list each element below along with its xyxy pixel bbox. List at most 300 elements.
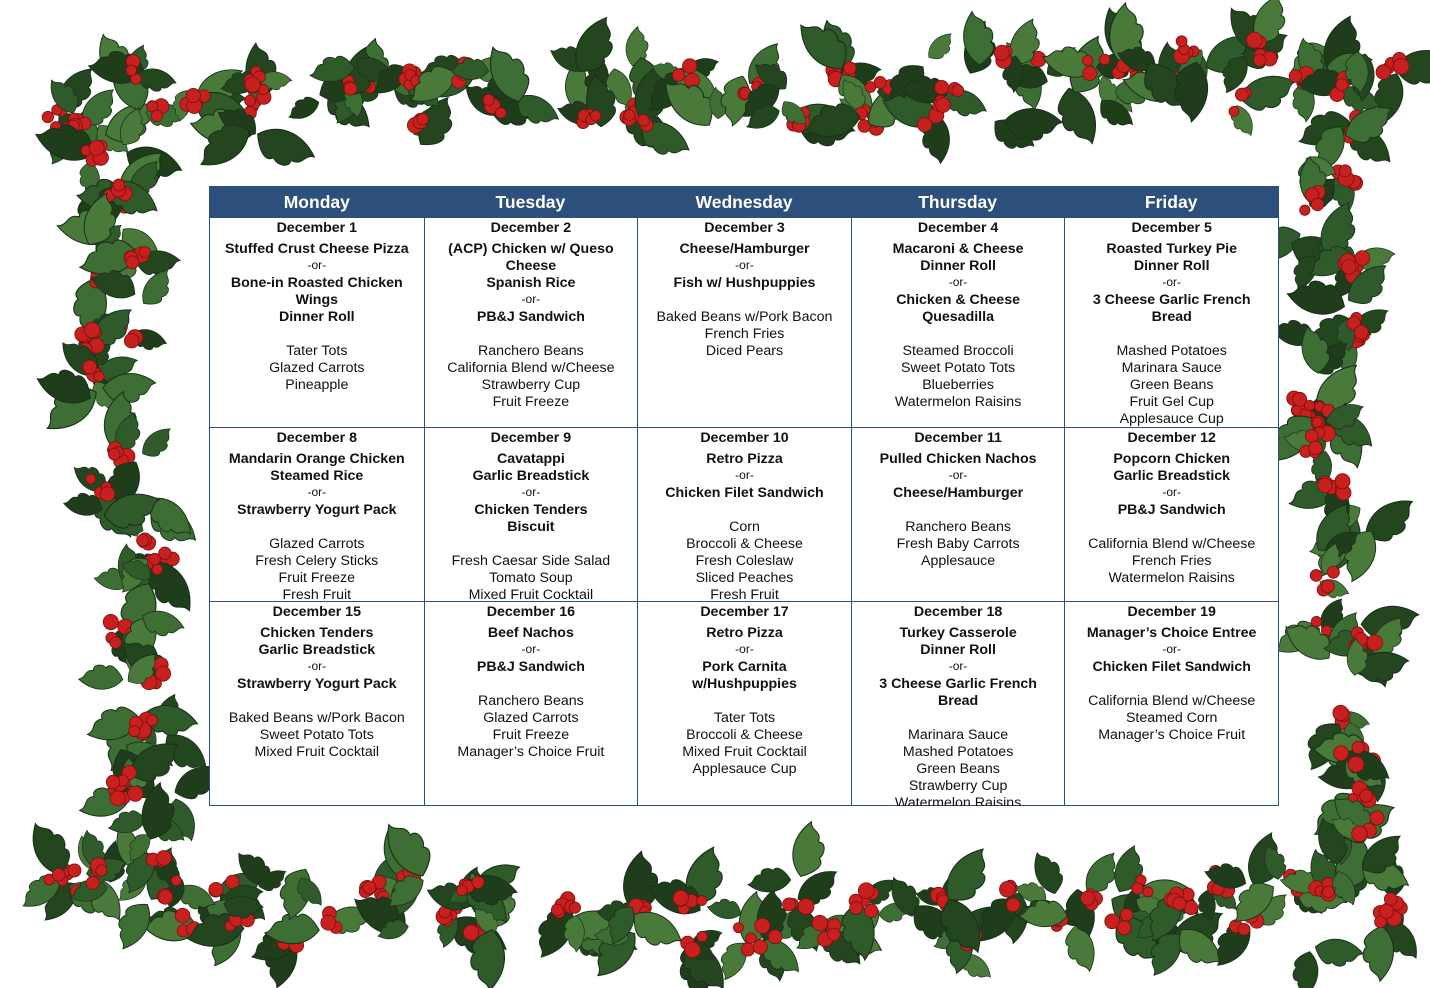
- holly-berry: [456, 885, 467, 896]
- or-separator: -or-: [735, 258, 754, 272]
- holly-leaf: [137, 424, 179, 463]
- holly-berry: [827, 928, 840, 941]
- holly-berry: [569, 902, 580, 913]
- side-item: Blueberries: [922, 377, 994, 393]
- holly-berry: [108, 448, 120, 460]
- holly-berry: [129, 725, 140, 736]
- day-cell: [1064, 218, 1278, 427]
- side-item: Steamed Broccoli: [902, 343, 1014, 359]
- side-item: Fruit Freeze: [278, 570, 356, 586]
- entree-item: Stuffed Crust Cheese Pizza: [224, 241, 409, 257]
- entree-item: 3 Cheese Garlic French: [1092, 292, 1251, 308]
- holly-berry: [683, 59, 697, 73]
- holly-berry: [638, 114, 650, 126]
- spacer: [425, 326, 638, 343]
- spacer: [425, 676, 638, 693]
- holly-berry: [1099, 54, 1110, 65]
- holly-berry: [798, 899, 814, 915]
- holly-berry: [1376, 65, 1391, 80]
- entree-item: Bone-in Roasted Chicken: [230, 275, 403, 291]
- day-date: December 1: [276, 220, 358, 236]
- holly-berry: [52, 868, 65, 881]
- holly-berry: [1323, 886, 1335, 898]
- holly-berry: [128, 786, 143, 801]
- entree-item: Strawberry Yogurt Pack: [237, 676, 397, 692]
- entree-item: Roasted Turkey Pie: [1106, 241, 1237, 257]
- spacer: [210, 519, 424, 536]
- holly-berry: [1176, 36, 1187, 47]
- holly-berry: [874, 76, 886, 88]
- entree-item: Fish w/ Hushpuppies: [673, 275, 816, 291]
- holly-berry: [1360, 789, 1373, 802]
- spacer: [852, 502, 1065, 519]
- holly-berry: [1379, 904, 1393, 918]
- holly-berry: [495, 107, 506, 118]
- holly-berry: [152, 564, 162, 574]
- day-cell: [637, 602, 851, 806]
- day-date: December 18: [913, 604, 1003, 620]
- week-row: [210, 427, 1278, 601]
- holly-berry: [768, 930, 782, 944]
- entree-item: Cheese/Hamburger: [893, 485, 1024, 501]
- week-row: [210, 217, 1278, 427]
- day-date: December 10: [700, 430, 789, 446]
- entree-item: Pulled Chicken Nachos: [879, 451, 1037, 467]
- holly-berry: [139, 247, 150, 258]
- day-date: December 8: [276, 430, 358, 446]
- entree-item: Dinner Roll: [920, 642, 996, 658]
- holly-berry: [1082, 55, 1092, 65]
- holly-berry: [1311, 198, 1324, 211]
- holly-berry: [1367, 635, 1383, 651]
- holly-berry: [1309, 441, 1323, 455]
- or-separator: -or-: [735, 642, 754, 656]
- holly-berry: [126, 256, 139, 269]
- spacer: [852, 710, 1065, 727]
- holly-berry: [344, 82, 357, 95]
- holly-berry: [551, 904, 563, 916]
- holly-berry: [126, 65, 137, 76]
- holly-berry: [86, 474, 96, 484]
- side-item: Fresh Celery Sticks: [255, 553, 379, 569]
- holly-leaf: [250, 119, 319, 177]
- holly-berry: [672, 69, 684, 81]
- day-cell: [424, 218, 638, 427]
- entree-item: Cheese: [505, 258, 557, 274]
- day-date: December 5: [1131, 220, 1212, 236]
- holly-leaf: [284, 94, 322, 123]
- holly-leaf: [1289, 949, 1322, 988]
- holly-berry: [1229, 106, 1239, 116]
- holly-berry: [1384, 893, 1397, 906]
- holly-berry: [1342, 260, 1357, 275]
- holly-berry: [171, 875, 181, 885]
- side-item: Fruit Gel Cup: [1129, 394, 1214, 410]
- side-item: Applesauce Cup: [692, 761, 797, 777]
- side-item: French Fries: [704, 326, 785, 342]
- holly-berry: [1310, 570, 1322, 582]
- day-cell: [851, 602, 1065, 806]
- holly-berry: [1352, 826, 1368, 842]
- day-cell: [210, 428, 424, 601]
- holly-leaf: [786, 819, 831, 881]
- entree-item: Biscuit: [507, 519, 555, 535]
- entree-item: Popcorn Chicken: [1113, 451, 1231, 467]
- entree-item: Pork Carnita: [702, 659, 787, 675]
- holly-berry: [1321, 580, 1334, 593]
- holly-berry: [1132, 883, 1144, 895]
- side-item: Marinara Sauce: [908, 727, 1009, 743]
- holly-berry: [84, 322, 100, 338]
- day-date: December 17: [700, 604, 789, 620]
- holly-berry: [1333, 705, 1348, 720]
- side-item: Green Beans: [1129, 377, 1214, 393]
- entree-item: Quesadilla: [922, 309, 994, 325]
- holly-berry: [96, 865, 107, 876]
- holly-berry: [417, 113, 428, 124]
- side-item: Sweet Potato Tots: [259, 727, 374, 743]
- side-item: Baked Beans w/Pork Bacon: [228, 710, 405, 726]
- entree-item: Spanish Rice: [486, 275, 576, 291]
- holly-berry: [124, 333, 139, 348]
- side-item: Fruit Freeze: [492, 727, 570, 743]
- holly-berry: [1143, 887, 1153, 897]
- holly-berry: [245, 95, 256, 106]
- side-item: Fresh Baby Carrots: [896, 536, 1020, 552]
- holly-berry: [89, 140, 104, 155]
- or-separator: -or-: [307, 659, 327, 673]
- side-item: Glazed Carrots: [483, 710, 579, 726]
- side-item: Strawberry Cup: [481, 377, 581, 393]
- holly-berry: [1352, 741, 1364, 753]
- side-item: Broccoli & Cheese: [686, 536, 803, 552]
- holly-berry: [1370, 811, 1384, 825]
- entree-item: Chicken Tenders: [474, 502, 588, 518]
- or-separator: -or-: [521, 292, 541, 306]
- day-date: December 4: [917, 220, 999, 236]
- spacer: [210, 326, 424, 343]
- holly-leaf: [1063, 923, 1098, 975]
- holly-berry: [1238, 923, 1250, 935]
- day-date: December 2: [490, 220, 572, 236]
- holly-berry: [156, 850, 171, 865]
- day-date: December 15: [272, 604, 361, 620]
- holly-berry: [209, 882, 223, 896]
- spacer: [1065, 519, 1278, 536]
- day-date: December 19: [1127, 604, 1216, 620]
- side-item: Applesauce Cup: [1119, 411, 1224, 427]
- entree-item: PB&J Sandwich: [476, 659, 585, 675]
- side-item: Mixed Fruit Cocktail: [254, 744, 380, 760]
- holly-berry: [1335, 474, 1350, 489]
- holly-berry: [483, 94, 494, 105]
- entree-item: Strawberry Yogurt Pack: [237, 502, 397, 518]
- entree-item: Bread: [1151, 309, 1192, 325]
- holly-berry: [1117, 921, 1131, 935]
- holly-berry: [1006, 898, 1020, 912]
- day-date: December 11: [914, 430, 1002, 446]
- holly-berry: [733, 923, 743, 933]
- spacer: [425, 536, 638, 553]
- or-separator: -or-: [307, 258, 327, 272]
- day-date: December 12: [1127, 430, 1216, 446]
- holly-berry: [1000, 881, 1016, 897]
- entree-item: Chicken Filet Sandwich: [1092, 659, 1251, 675]
- holly-berry: [1305, 430, 1318, 443]
- holly-berry: [245, 77, 260, 92]
- holly-berry: [1083, 67, 1097, 81]
- side-item: California Blend w/Cheese: [1088, 693, 1256, 709]
- side-item: Steamed Corn: [1125, 710, 1218, 726]
- or-separator: -or-: [307, 485, 327, 499]
- side-item: Fresh Fruit: [282, 587, 352, 601]
- entree-item: Steamed Rice: [270, 468, 364, 484]
- holly-berry: [1339, 165, 1351, 177]
- holly-berry: [697, 931, 708, 942]
- header-monday: Monday: [283, 192, 350, 212]
- side-item: Corn: [729, 519, 760, 535]
- side-item: French Fries: [1131, 553, 1212, 569]
- day-cell: [210, 602, 424, 806]
- side-item: Ranchero Beans: [478, 343, 584, 359]
- day-cell: [851, 428, 1065, 601]
- holly-berry: [1312, 417, 1322, 427]
- entree-item: Chicken & Cheese: [896, 292, 1020, 308]
- holly-berry: [86, 876, 99, 889]
- side-item: Fresh Caesar Side Salad: [451, 553, 611, 569]
- entree-item: Garlic Breadstick: [1113, 468, 1231, 484]
- holly-berry: [83, 360, 97, 374]
- entree-item: Manager’s Choice Entree: [1086, 625, 1257, 641]
- holly-berry: [1235, 88, 1248, 101]
- side-item: Fruit Freeze: [492, 394, 570, 410]
- holly-berry: [952, 85, 964, 97]
- side-item: Tater Tots: [286, 343, 348, 359]
- day-cell: [424, 602, 638, 806]
- header-friday: Friday: [1144, 192, 1198, 212]
- day-date: December 3: [704, 220, 785, 236]
- entree-item: (ACP) Chicken w/ Queso: [448, 241, 614, 257]
- or-separator: -or-: [948, 275, 968, 289]
- holly-berry: [850, 902, 863, 915]
- holly-berry: [1081, 891, 1095, 905]
- side-item: Diced Pears: [705, 343, 784, 359]
- spacer: [1065, 326, 1278, 343]
- side-item: Manager’s Choice Fruit: [457, 744, 605, 760]
- holly-berry: [624, 110, 635, 121]
- or-separator: -or-: [521, 642, 541, 656]
- holly-berry: [110, 791, 125, 806]
- entree-item: Dinner Roll: [1133, 258, 1210, 274]
- entree-item: 3 Cheese Garlic French: [879, 676, 1037, 692]
- or-separator: -or-: [521, 485, 541, 499]
- side-item: Watermelon Raisins: [894, 795, 1022, 806]
- holly-berry: [463, 925, 479, 941]
- holly-berry: [472, 876, 484, 888]
- holly-berry: [753, 940, 767, 954]
- entree-item: Dinner Roll: [920, 258, 996, 274]
- side-item: Baked Beans w/Pork Bacon: [656, 309, 833, 325]
- side-item: Applesauce: [921, 553, 996, 569]
- holly-berry: [321, 915, 336, 930]
- holly-berry: [137, 534, 149, 546]
- holly-berry: [783, 898, 796, 911]
- entree-item: Retro Pizza: [706, 451, 783, 467]
- or-separator: -or-: [948, 468, 968, 482]
- holly-berry: [42, 111, 53, 122]
- holly-berry: [113, 179, 125, 191]
- entree-item: Wings: [295, 292, 339, 308]
- side-item: Tomato Soup: [489, 570, 573, 586]
- side-item: Broccoli & Cheese: [686, 727, 803, 743]
- holly-berry: [1327, 566, 1339, 578]
- or-separator: -or-: [1162, 485, 1182, 499]
- holly-berry: [158, 890, 172, 904]
- entree-item: Mandarin Orange Chicken: [228, 451, 405, 467]
- entree-item: Bread: [937, 693, 979, 709]
- holly-berry: [100, 487, 115, 502]
- holly-berry: [741, 943, 754, 956]
- holly-berry: [1393, 59, 1409, 75]
- holly-berry: [1334, 746, 1349, 761]
- holly-berry: [685, 942, 701, 958]
- holly-berry: [1354, 325, 1368, 339]
- holly-berry: [110, 637, 122, 649]
- or-separator: -or-: [1162, 642, 1182, 656]
- entree-item: Chicken Filet Sandwich: [665, 485, 824, 501]
- side-item: Strawberry Cup: [908, 778, 1008, 794]
- holly-berry: [994, 45, 1009, 60]
- side-item: California Blend w/Cheese: [1088, 536, 1256, 552]
- holly-berry: [1173, 897, 1186, 910]
- holly-berry: [1348, 756, 1364, 772]
- holly-berry: [865, 904, 878, 917]
- entree-item: Macaroni & Cheese: [892, 241, 1024, 257]
- side-item: Fresh Coleslaw: [695, 553, 794, 569]
- holly-berry: [936, 98, 951, 113]
- holly-berry: [1304, 400, 1314, 410]
- side-item: Marinara Sauce: [1121, 360, 1222, 376]
- side-item: Mixed Fruit Cocktail: [468, 587, 594, 601]
- holly-berry: [1300, 205, 1310, 215]
- day-cell: [1064, 428, 1278, 601]
- holly-leaf: [1312, 934, 1365, 971]
- holly-berry: [68, 864, 81, 877]
- side-item: Ranchero Beans: [905, 519, 1011, 535]
- holly-berry: [697, 896, 707, 906]
- or-separator: -or-: [1162, 275, 1182, 289]
- holly-berry: [1318, 478, 1332, 492]
- holly-berry: [755, 918, 770, 933]
- holly-leaf: [78, 663, 124, 692]
- entree-item: Cavatappi: [496, 451, 565, 467]
- spacer: [210, 693, 424, 710]
- side-item: Sliced Peaches: [695, 570, 794, 586]
- day-cell: [1064, 602, 1278, 806]
- spacer: [638, 502, 851, 519]
- weekday-header-row: [210, 187, 1278, 217]
- side-item: Pineapple: [285, 377, 349, 393]
- holly-berry: [1289, 70, 1302, 83]
- spacer: [852, 326, 1065, 343]
- side-item: Glazed Carrots: [269, 360, 365, 376]
- side-item: Sweet Potato Tots: [901, 360, 1016, 376]
- entree-item: Chicken Tenders: [260, 625, 374, 641]
- header-tuesday: Tuesday: [495, 192, 566, 212]
- header-wednesday: Wednesday: [695, 192, 793, 212]
- entree-item: w/Hushpuppies: [692, 676, 797, 692]
- holly-berry: [106, 775, 120, 789]
- side-item: Green Beans: [916, 761, 1000, 777]
- week-row: [210, 601, 1278, 806]
- holly-berry: [151, 110, 163, 122]
- holly-berry: [844, 62, 857, 75]
- day-cell: [424, 428, 638, 601]
- entree-item: Retro Pizza: [706, 625, 783, 641]
- side-item: Watermelon Raisins: [1108, 570, 1235, 586]
- side-item: Mashed Potatoes: [1116, 343, 1227, 359]
- side-item: Glazed Carrots: [269, 536, 365, 552]
- holly-berry: [1336, 79, 1348, 91]
- holly-berry: [590, 111, 600, 121]
- entree-item: Garlic Breadstick: [258, 642, 376, 658]
- spacer: [638, 292, 851, 309]
- day-cell: [210, 218, 424, 427]
- lunch-menu-calendar: [209, 186, 1279, 806]
- entree-item: Beef Nachos: [487, 625, 574, 641]
- entree-item: PB&J Sandwich: [1117, 502, 1226, 518]
- holly-berry: [812, 915, 827, 930]
- holly-berry: [175, 908, 190, 923]
- day-cell: [637, 428, 851, 601]
- holly-berry: [103, 614, 118, 629]
- holly-leaf: [923, 29, 959, 64]
- or-separator: -or-: [948, 659, 968, 673]
- spacer: [638, 693, 851, 710]
- entree-item: Garlic Breadstick: [472, 468, 590, 484]
- holly-berry: [935, 80, 949, 94]
- header-thursday: Thursday: [918, 192, 997, 212]
- holly-berry: [147, 715, 158, 726]
- entree-item: PB&J Sandwich: [476, 309, 585, 325]
- side-item: Tater Tots: [713, 710, 776, 726]
- day-cell: [637, 218, 851, 427]
- holly-berry: [1246, 32, 1262, 48]
- holly-berry: [186, 88, 200, 102]
- holly-berry: [94, 371, 104, 381]
- side-item: Watermelon Raisins: [894, 394, 1022, 410]
- day-date: December 16: [486, 604, 576, 620]
- side-item: Manager’s Choice Fruit: [1098, 727, 1246, 743]
- or-separator: -or-: [735, 468, 754, 482]
- side-item: Fresh Fruit: [710, 587, 779, 601]
- side-item: Mixed Fruit Cocktail: [682, 744, 807, 760]
- entree-item: Cheese/Hamburger: [679, 241, 810, 257]
- side-item: Ranchero Beans: [478, 693, 584, 709]
- holly-berry: [673, 890, 688, 905]
- holly-berry: [1253, 54, 1265, 66]
- holly-leaf: [748, 868, 791, 892]
- entree-item: Dinner Roll: [278, 309, 355, 325]
- day-date: December 9: [490, 430, 572, 446]
- day-cell: [851, 218, 1065, 427]
- side-item: California Blend w/Cheese: [447, 360, 615, 376]
- holly-berry: [1120, 909, 1132, 921]
- holly-berry: [363, 881, 376, 894]
- entree-item: Turkey Casserole: [899, 625, 1017, 641]
- holly-leaf: [1053, 83, 1102, 150]
- holly-berry: [159, 547, 172, 560]
